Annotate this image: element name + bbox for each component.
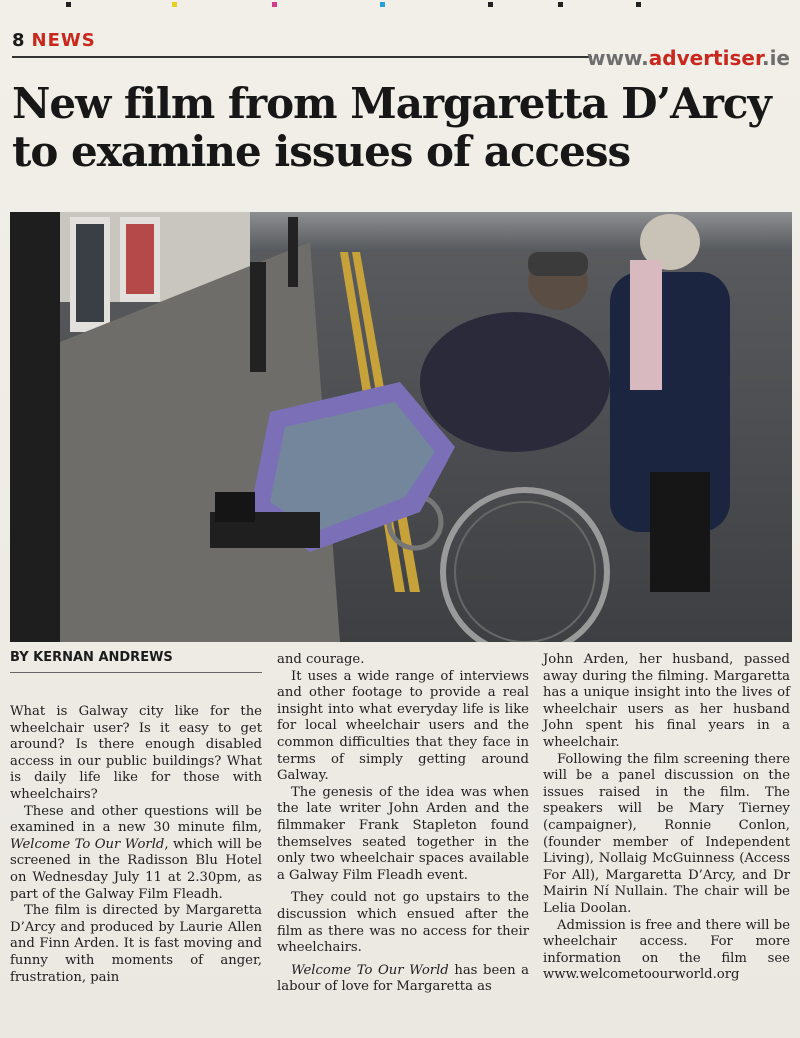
street-wheelchair-photo: [10, 212, 792, 642]
article-column-3: [543, 652, 790, 984]
article-photo: [10, 212, 792, 642]
article-column-1: [10, 704, 262, 986]
byline-rule: [10, 672, 262, 673]
paragraph: Admission is free and there will be wheelchair access. For more information on the film see www.welcometoourworld.org: [543, 917, 790, 983]
headline: [12, 80, 792, 176]
paragraph: [10, 804, 262, 904]
paragraph: The film is directed by Margaretta D’Arcy and produced by Laurie Allen and Finn Arden. It is fast moving and funny with moments of anger, frustration, pain: [10, 903, 262, 985]
section-label: [12, 30, 96, 51]
paragraph: John Arden, her husband, passed away during the filming. Margaretta has a unique insight into the lives of wheelchair users as her husband John spent his final years in a wheelchair.: [543, 652, 790, 750]
byline: BY KERNAN ANDREWS: [10, 650, 173, 665]
url-suffix: .ie: [761, 46, 790, 70]
paragraph: Following the film screening there will be a panel discussion on the issues raised in the film. The speakers will be Mary Tierney (campaigner), Ronnie Conlon, (founder member of Independent Living), Nollaig McGuinness (Access For All), Margaretta D’Arcy, and Dr Mairin Ní Nullain. The chair will be Lelia Doolan.: [543, 751, 790, 916]
url-brand: advertiser: [648, 46, 762, 70]
text-run: , which will be screened in the Radisson Blu Hotel on Wednesday July 11 at 2.30pm, as part of the Galway Film Fleadh.: [10, 836, 262, 902]
text-run: has been a labour of love for Margaretta as: [277, 962, 530, 995]
section-name: NEWS: [31, 30, 96, 51]
paragraph: The genesis of the idea was when the late writer John Arden and the filmmaker Frank Stapleton found themselves seated together in the only two wheelchair spaces available a Galway Film Fleadh event.: [277, 784, 529, 883]
film-title: Welcome To Our World: [10, 836, 165, 852]
paragraph: and courage.: [277, 652, 365, 667]
url-prefix: www.: [587, 46, 649, 70]
site-url[interactable]: [587, 46, 790, 70]
headline-line-2: to examine issues of access: [12, 127, 631, 176]
paragraph: [277, 963, 529, 996]
film-title: Welcome To Our World: [291, 962, 449, 978]
paragraph: They could not go upstairs to the discussion which ensued after the film as there was no access for their wheelchairs.: [277, 890, 529, 956]
headline-line-1: New film from Margaretta D’Arcy: [12, 79, 771, 128]
paragraph: What is Galway city like for the wheelchair user? Is it easy to get around? Is there enough disabled access in our public buildings? What is daily life like for those with wheelchairs?: [10, 704, 262, 802]
paragraph: It uses a wide range of interviews and other footage to provide a real insight into what everyday life is like for local wheelchair users and the common difficulties that they face in terms of simply getting around Galway.: [277, 668, 529, 784]
text-run: These and other questions will be examined in a new 30 minute film,: [10, 803, 262, 836]
header-rule: [12, 56, 592, 58]
article-column-2: [277, 652, 529, 996]
page-number: 8: [12, 30, 26, 51]
registration-marks: [0, 2, 800, 10]
